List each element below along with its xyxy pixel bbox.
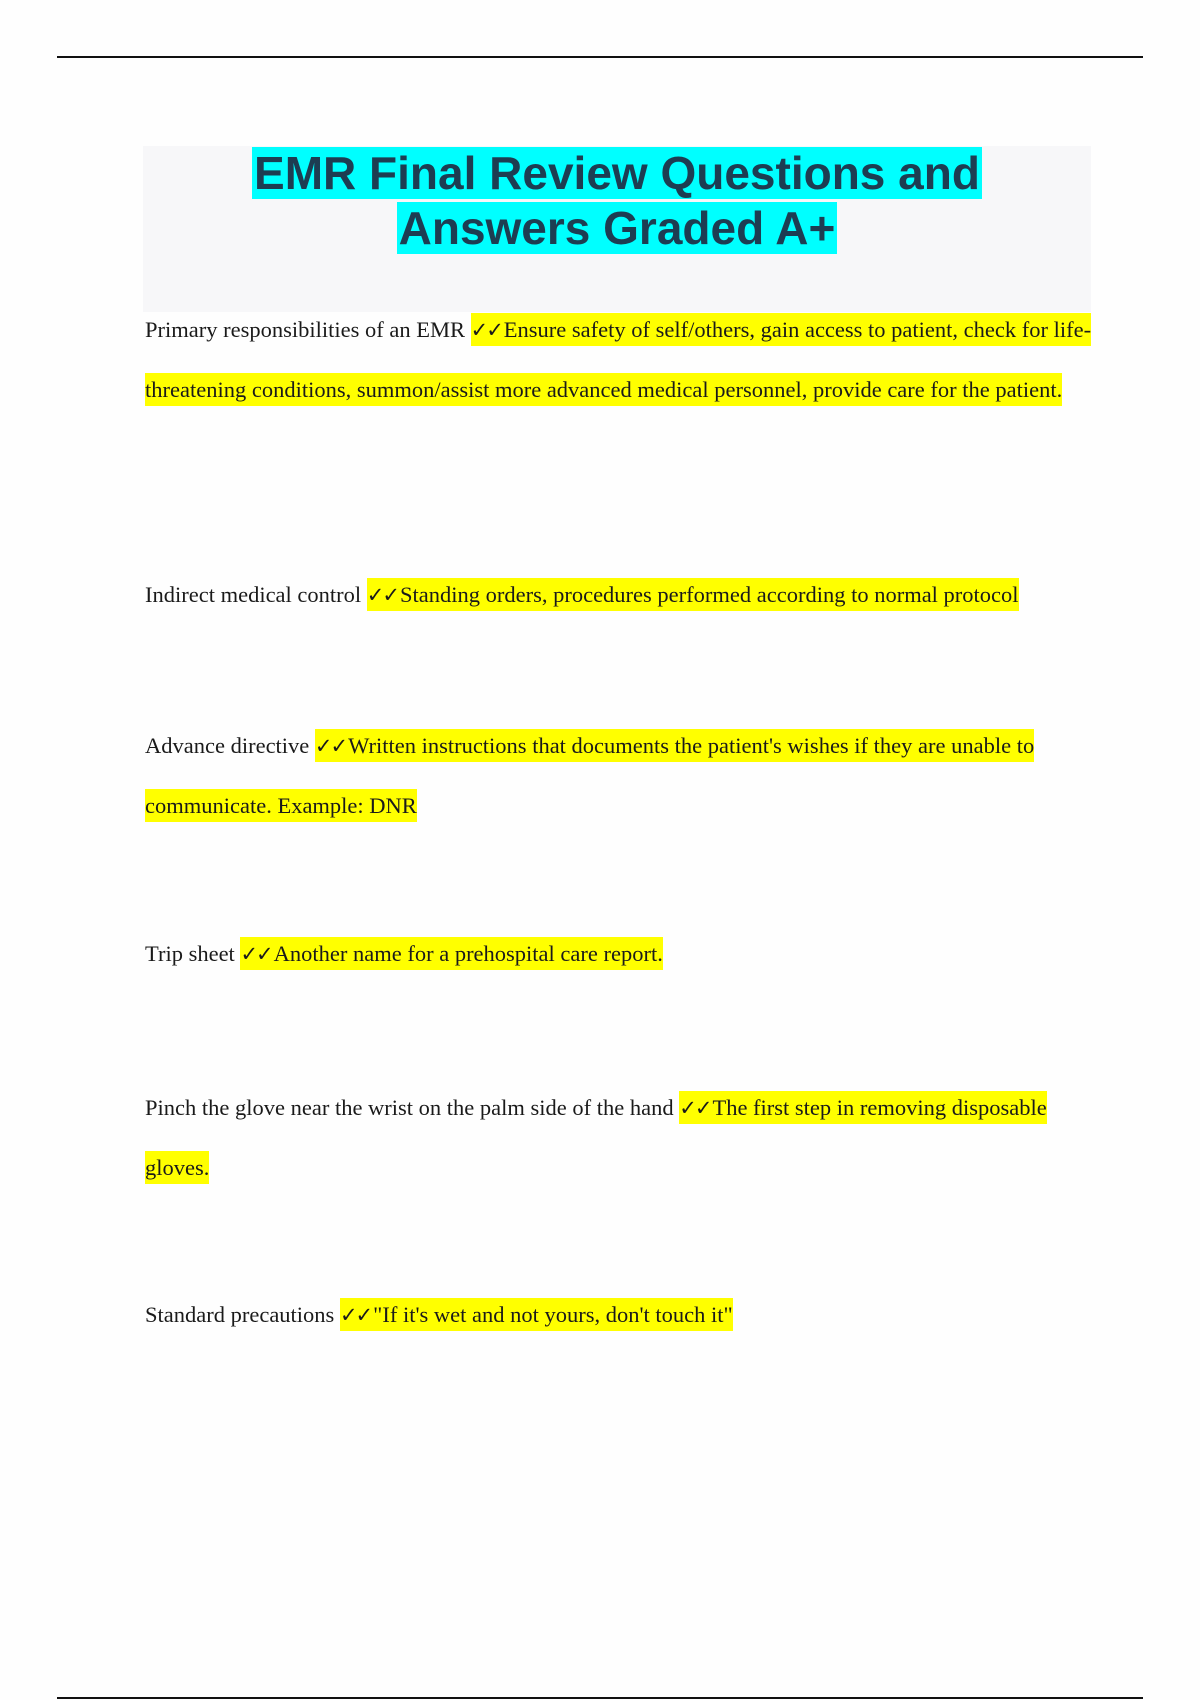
qa-item-glove-removal <box>145 1078 1095 1197</box>
title-block <box>143 146 1091 312</box>
answer-body: "If it's wet and not yours, don't touch it" <box>373 1302 733 1327</box>
answer-text <box>367 578 1019 611</box>
qa-item-standard-precautions <box>145 1285 1095 1345</box>
question-term: Primary responsibilities of an EMR <box>145 317 465 342</box>
answer-text <box>240 937 662 970</box>
qa-item-indirect-medical-control <box>145 565 1095 625</box>
answer-body: Another name for a prehospital care report. <box>273 941 663 966</box>
top-page-rule <box>57 56 1143 58</box>
answer-body: Ensure safety of self/others, gain access to patient, check for life-threatening conditions, summon/assist more advanced medical personnel, provide care for the patient. <box>145 317 1092 402</box>
question-term: Indirect medical control <box>145 582 362 607</box>
qa-item-trip-sheet <box>145 924 1095 984</box>
double-check-icon: ✓✓ <box>366 583 398 607</box>
answer-body: Written instructions that documents the patient's wishes if they are unable to communicate. Example: DNR <box>145 733 1035 818</box>
double-check-icon: ✓✓ <box>240 942 272 966</box>
question-term: Standard precautions <box>145 1302 335 1327</box>
double-check-icon: ✓✓ <box>314 734 347 758</box>
qa-item-primary-responsibilities <box>145 300 1095 419</box>
qa-item-advance-directive <box>145 716 1095 835</box>
double-check-icon: ✓✓ <box>679 1096 711 1120</box>
title-line-2: Answers Graded A+ <box>398 202 836 254</box>
answer-body: Standing orders, procedures performed according to normal protocol <box>399 582 1019 607</box>
answer-body: The first step in removing disposable gloves. <box>145 1095 1047 1180</box>
double-check-icon: ✓✓ <box>470 318 502 342</box>
double-check-icon: ✓✓ <box>339 1303 372 1327</box>
bottom-page-rule <box>57 1697 1143 1699</box>
question-term: Advance directive <box>145 733 310 758</box>
question-term: Trip sheet <box>145 941 235 966</box>
document-title <box>143 146 1091 256</box>
answer-text <box>340 1298 733 1331</box>
question-term: Pinch the glove near the wrist on the palm side of the hand <box>145 1095 674 1120</box>
title-line-1: EMR Final Review Questions and <box>254 147 980 199</box>
